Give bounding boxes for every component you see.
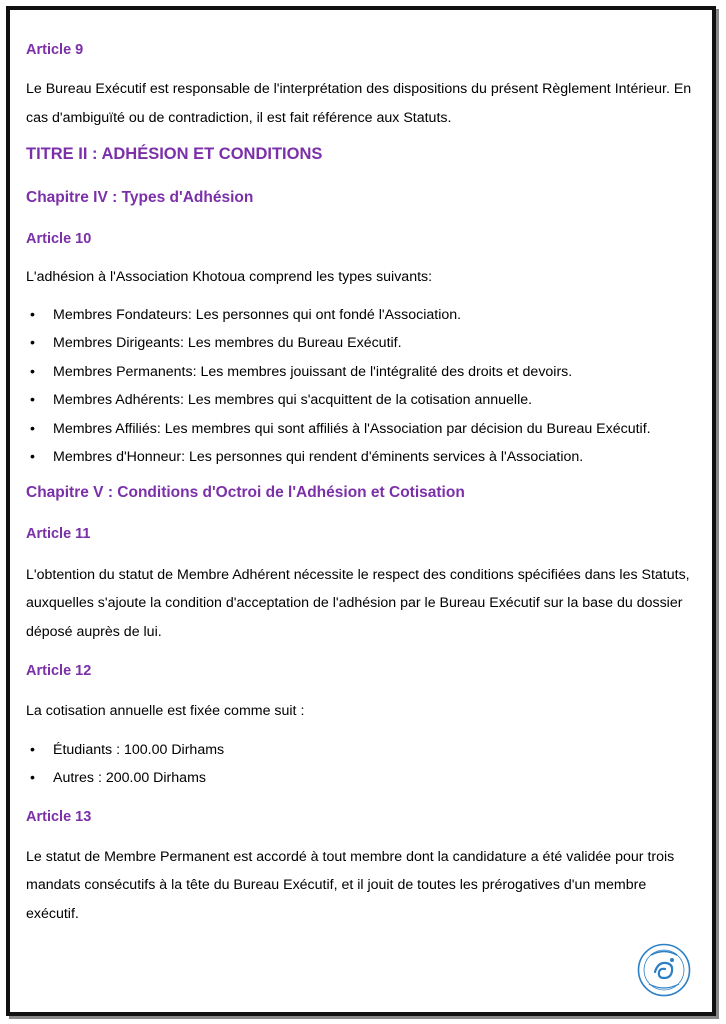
list-item — [26, 415, 694, 444]
membership-types-list — [26, 301, 694, 472]
article-9-heading: Article 9 — [26, 42, 84, 58]
list-item — [26, 358, 694, 387]
membership-term: Membres d'Honneur — [53, 449, 182, 465]
membership-desc: : Les membres qui sont affiliés à l'Association par décision du Bureau Exécutif. — [156, 420, 651, 437]
cotisation-item: Autres : 200.00 Dirhams — [53, 770, 206, 786]
list-item — [26, 764, 694, 793]
association-seal-icon — [637, 943, 691, 997]
bullet: • — [30, 392, 35, 408]
membership-desc: : Les personnes qui ont fondé l'Association. — [187, 306, 462, 323]
list-item — [26, 443, 694, 472]
bullet: • — [30, 420, 35, 437]
article-11-heading: Article 11 — [26, 525, 91, 542]
article-9-text: Le Bureau Exécutif est responsable de l'interprétation des dispositions du présent Règlement Intérieur. En cas d'ambiguïté ou de contradiction, il est fait référence aux Statuts. — [26, 81, 692, 126]
bullet: • — [30, 363, 35, 380]
membership-term: Membres Dirigeants — [53, 335, 180, 351]
list-item — [26, 386, 694, 415]
list-item — [26, 736, 694, 765]
membership-term: Membres Fondateurs — [53, 306, 188, 323]
membership-desc: : Les membres qui s'acquittent de la cotisation annuelle. — [179, 392, 533, 408]
membership-term: Membres Adhérents — [53, 392, 180, 408]
article-10-heading: Article 10 — [26, 231, 92, 247]
membership-desc: : Les membres jouissant de l'intégralité des droits et devoirs. — [192, 363, 573, 380]
article-11-text: L'obtention du statut de Membre Adhérent nécessite le respect des conditions spécifiées dans les Statuts, auxquelles s'ajoute la condition d'acceptation de l'adhésion par le Bureau Exécutif sur la base du dossier déposé auprès de lui. — [26, 566, 690, 640]
list-item — [26, 301, 694, 330]
cotisation-list — [26, 736, 694, 793]
bullet: • — [30, 770, 35, 786]
article-12-heading: Article 12 — [26, 663, 92, 679]
article-10-intro: L'adhésion à l'Association Khotoua comprend les types suivants: — [26, 269, 433, 285]
bullet: • — [30, 741, 35, 758]
membership-desc: : Les personnes qui rendent d'éminents services à l'Association. — [181, 449, 584, 465]
chapitre-5-heading: Chapitre V : Conditions d'Octroi de l'Adhésion et Cotisation — [26, 483, 465, 501]
membership-desc: : Les membres du Bureau Exécutif. — [179, 335, 402, 351]
bullet: • — [30, 306, 35, 323]
cotisation-item: Étudiants : 100.00 Dirhams — [53, 741, 225, 758]
article-12-intro: La cotisation annuelle est fixée comme suit : — [26, 703, 305, 719]
bullet: • — [30, 449, 35, 465]
article-13-text: Le statut de Membre Permanent est accordé à tout membre dont la candidature a été validée pour trois mandats consécutifs à la tête du Bureau Exécutif, et il jouit de toutes les prérogatives d'un membre exécutif. — [26, 848, 675, 922]
document-content — [26, 40, 694, 928]
chapitre-4-heading: Chapitre IV : Types d'Adhésion — [26, 189, 254, 206]
article-13-heading: Article 13 — [26, 808, 92, 825]
list-item — [26, 329, 694, 358]
membership-term: Membres Permanents — [53, 363, 193, 380]
bullet: • — [30, 335, 35, 351]
membership-term: Membres Affiliés — [53, 420, 157, 437]
titre-2-heading: TITRE II : ADHÉSION ET CONDITIONS — [26, 145, 323, 163]
